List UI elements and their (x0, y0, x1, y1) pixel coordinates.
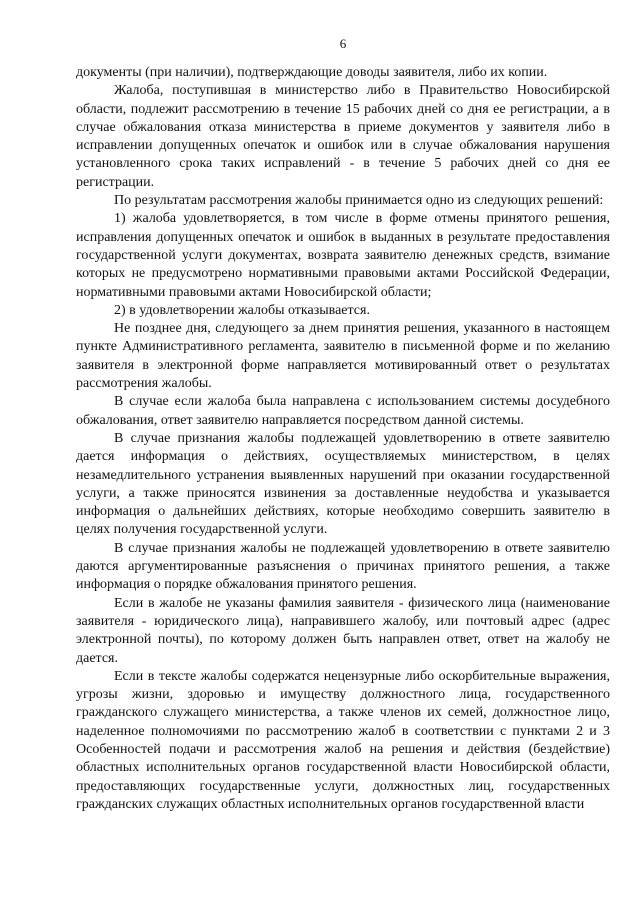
paragraph-decision-1: 1) жалоба удовлетворяется, в том числе в форме отмены принятого решения, исправления допущенных опечаток и ошибок в выданных в результате предоставления государственной услуги документах, возврата заявителю денежных средств, взимание которых не предусмотрено нормативными правовыми актами Российской Федерации, нормативными правовыми актами Новосибирской области; (76, 211, 610, 300)
paragraph-decisions-intro: По результатам рассмотрения жалобы принимается одно из следующих решений: (114, 193, 604, 209)
paragraph-complaint-deadline: Жалоба, поступившая в министерство либо в Правительство Новосибирской области, подлежит рассмотрению в течение 15 рабочих дней со дня ее регистрации, а в случае обжалования отказа министерства в приеме документов у заявителя либо в исправлении допущенных опечаток и ошибок или в случае обжалования нарушения установленного срока таких исправлений - в течение 5 рабочих дней со дня ее регистрации. (76, 83, 610, 190)
paragraph-no-name-address: Если в жалобе не указаны фамилия заявителя - физического лица (наименование заявителя - юридического лица), направившего жалобу, или почтовый адрес (адрес электронной почты), по которому должен быть направлен ответ, ответ на жалобу не дается. (76, 595, 610, 666)
paragraph-response-deadline: Не позднее дня, следующего за днем принятия решения, указанного в настоящем пункте Административного регламента, заявителю в письменной форме и по желанию заявителя в электронной форме направляется мотивированный ответ о результатах рассмотрения жалобы. (76, 321, 610, 392)
page-number: 6 (339, 36, 347, 51)
paragraph-offensive-content: Если в тексте жалобы содержатся нецензурные либо оскорбительные выражения, угрозы жизни, здоровью и имуществу должностного лица, государственного гражданского служащего министерства, а также членов их семей, должностное лицо, наделенное полномочиями по рассмотрению жалоб в соответствии с пунктами 2 и 3 Особенностей подачи и рассмотрения жалоб на решения и действия (бездействие) областных исполнительных органов государственной власти Новосибирской области, предоставляющих государственные услуги, должностных лиц, государственных гражданских служащих областных исполнительных органов государственной власти (76, 668, 610, 812)
paragraph-satisfied-complaint: В случае признания жалобы подлежащей удовлетворению в ответе заявителю дается информация о действиях, осуществляемых министерством, в целях незамедлительного устранения выявленных нарушений при оказании государственной услуги, а также приносятся извинения за доставленные неудобства и указывается информация о дальнейших действиях, которые необходимо совершить заявителю в целях получения государственной услуги. (76, 430, 610, 538)
paragraph-pretrial-system: В случае если жалоба была направлена с использованием системы досудебного обжалования, ответ заявителю направляется посредством данной системы. (76, 394, 610, 428)
paragraph-continuation: документы (при наличии), подтверждающие доводы заявителя, либо их копии. (76, 65, 548, 80)
paragraph-rejected-complaint: В случае признания жалобы не подлежащей удовлетворению в ответе заявителю даются аргументированные разъяснения о причинах принятого решения, а также информация о порядке обжалования принятого решения. (76, 540, 610, 593)
paragraph-decision-2: 2) в удовлетворении жалобы отказывается. (114, 302, 370, 318)
